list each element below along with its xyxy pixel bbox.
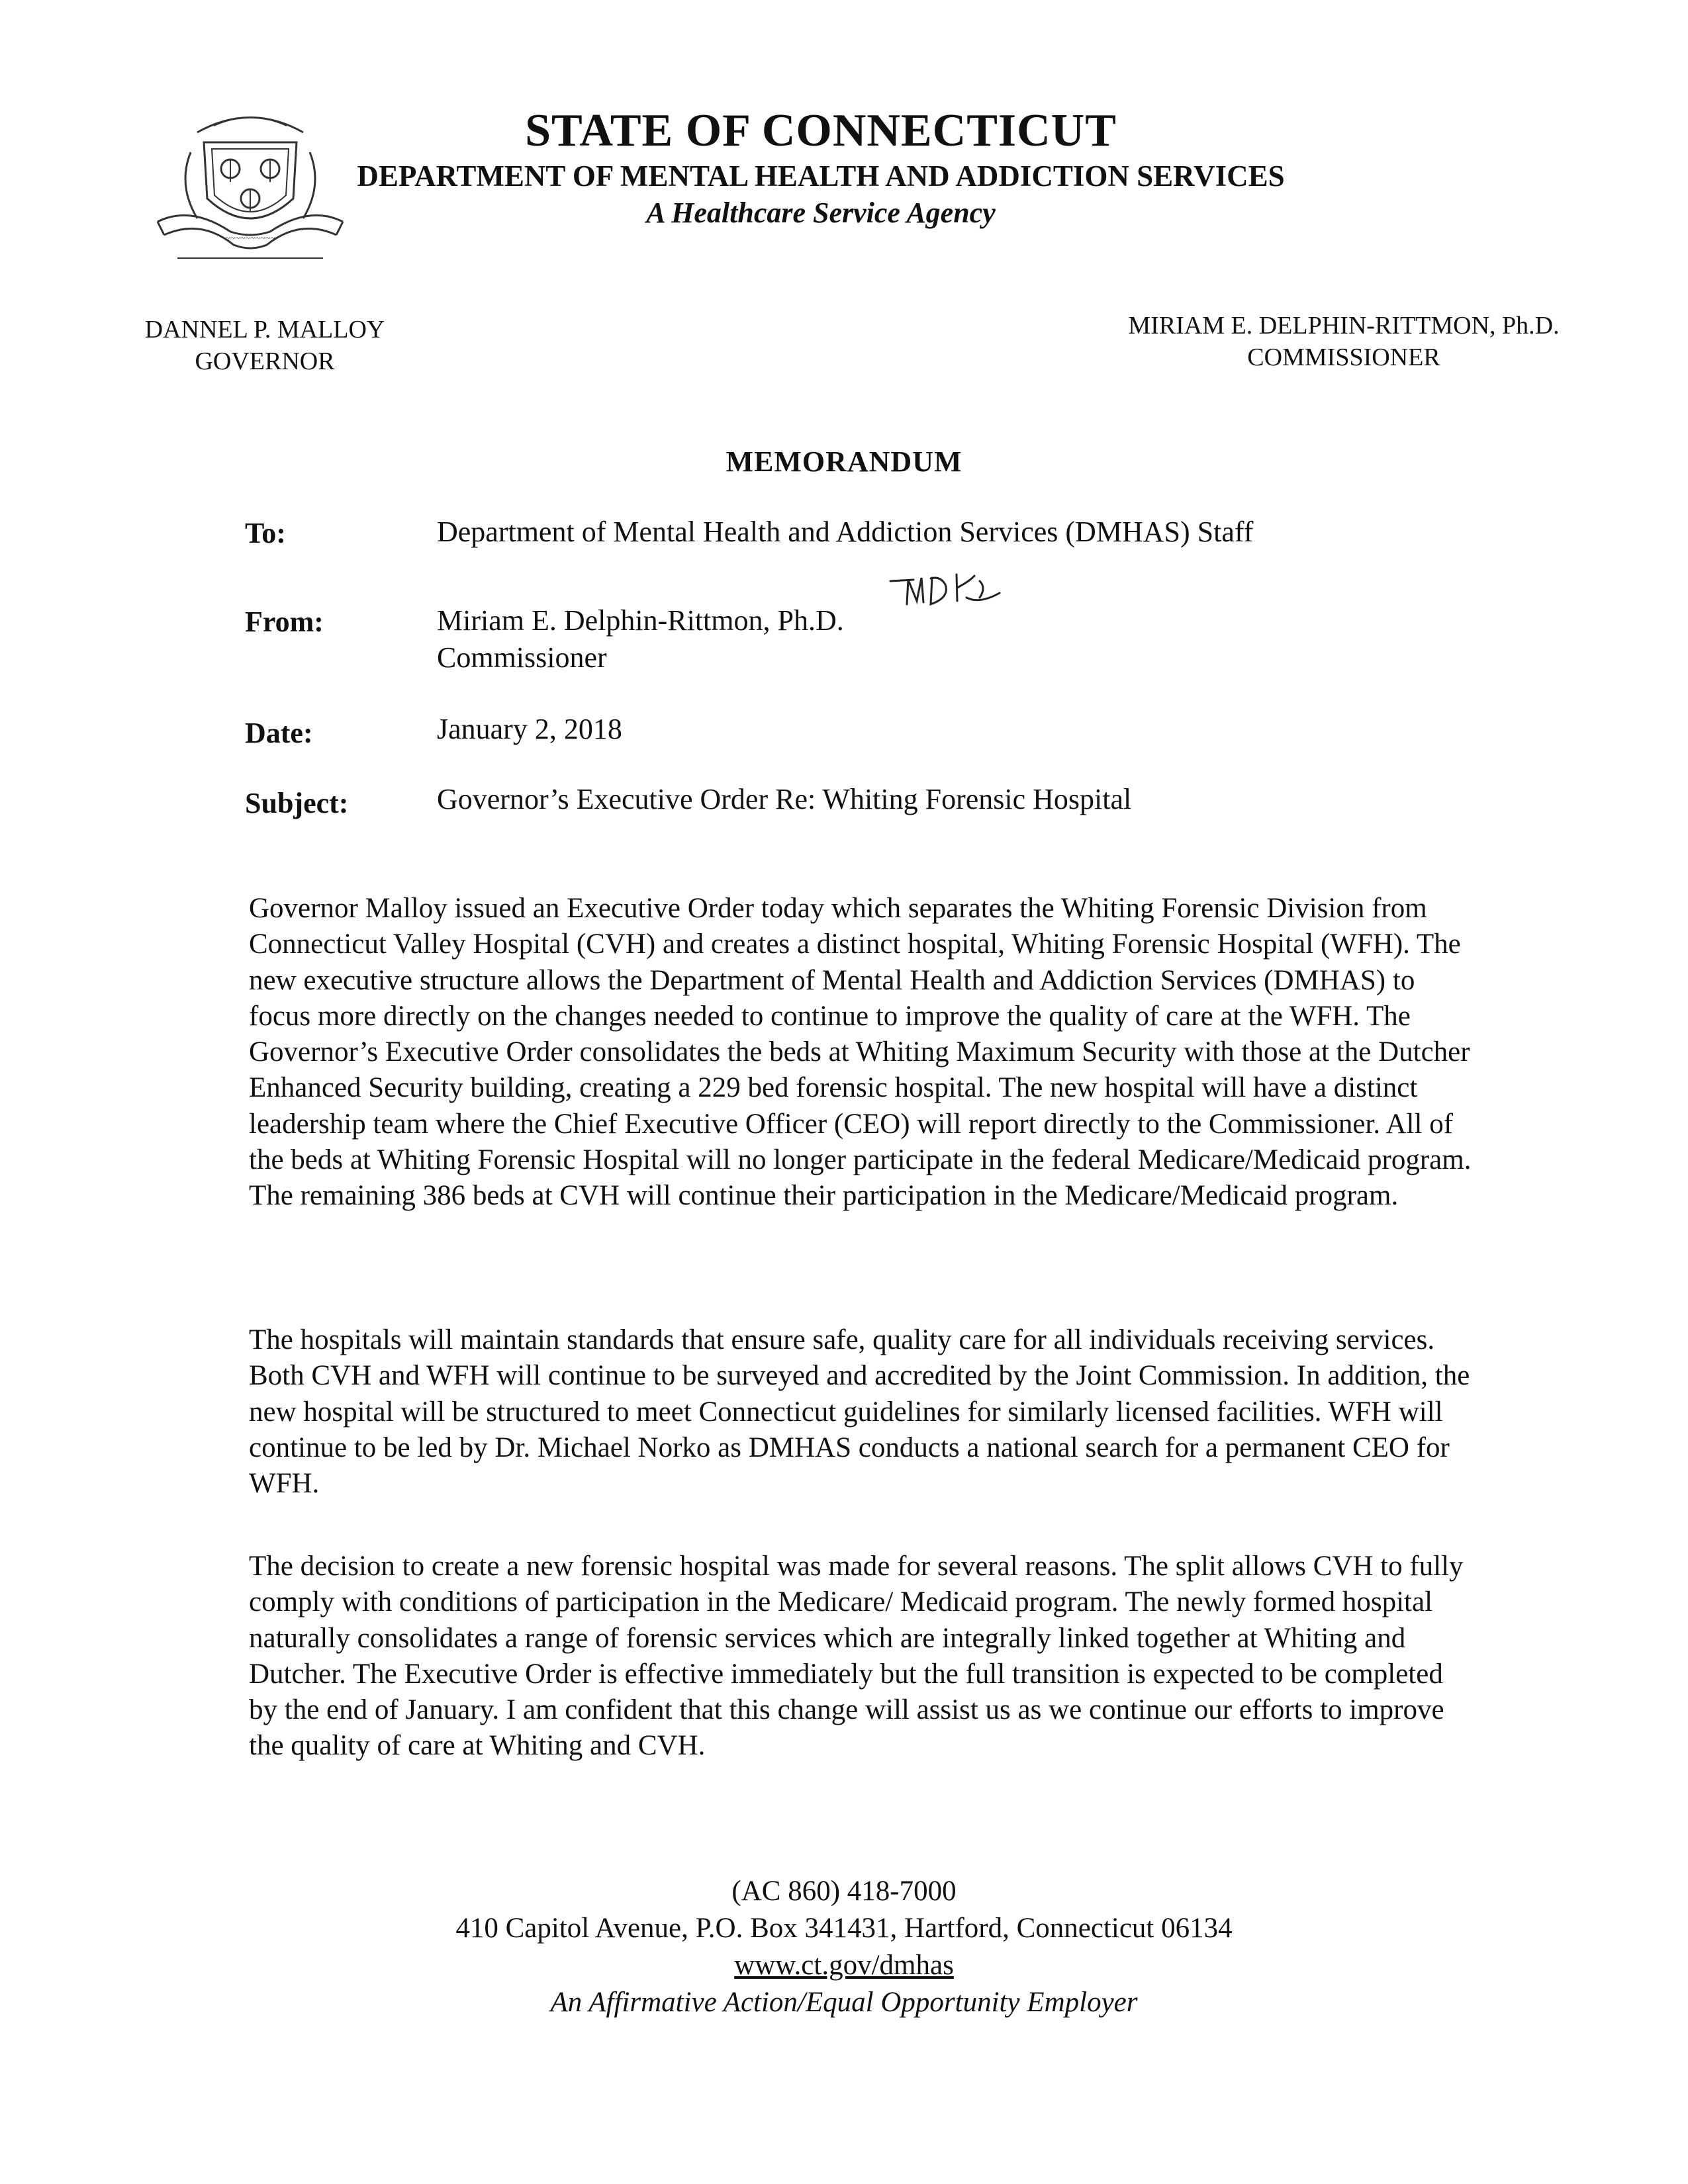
footer [0,1873,1688,2021]
commissioner-title: COMMISSIONER [1247,343,1440,371]
from-value [437,602,844,676]
to-label: To: [245,517,286,549]
commissioner-block [1079,310,1609,373]
agency-tagline: A Healthcare Service Agency [646,197,996,229]
commissioner-name: MIRIAM E. DELPHIN-RITTMON, Ph.D. [1128,312,1560,340]
department-title: DEPARTMENT OF MENTAL HEALTH AND ADDICTION SERVICES [357,159,1285,193]
from-label: From: [245,606,324,638]
memo-heading: MEMORANDUM [726,445,962,478]
footer-website-link[interactable]: www.ct.gov/dmhas [734,1950,954,1981]
svg-text:~~~~~~~~~~: ~~~~~~~~~~ [225,234,275,244]
letterhead [0,105,1688,232]
subject-label: Subject: [245,787,349,819]
to-value: Department of Mental Health and Addiction Services (DMHAS) Staff [437,516,1254,548]
from-title: Commissioner [437,641,607,674]
signature-initials [887,568,1006,634]
subject-value: Governor’s Executive Order Re: Whiting Forensic Hospital [437,783,1132,815]
date-label: Date: [245,717,313,749]
state-title: STATE OF CONNECTICUT [525,105,1117,156]
body-paragraph-3: The decision to create a new forensic hospital was made for several reasons. The split allows CVH to fully comply with conditions of participation in the Medicare/ Medicaid program. The newly formed hospital naturally consolidates a range of forensic services which are integrally linked together at Whiting and Dutcher. The Executive Order is effective immediately but the full transition is expected to be completed by the end of January. I am confident that this change will assist us as we continue our efforts to improve the quality of care at Whiting and CVH. [249,1551,1464,1762]
date-value: January 2, 2018 [437,713,622,745]
governor-name: DANNEL P. MALLOY [144,316,385,343]
body-paragraph-1: Governor Malloy issued an Executive Order today which separates the Whiting Forensic Division from Connecticut Valley Hospital (CVH) and creates a distinct hospital, Whiting Forensic Hospital (WFH). The new executive structure allows the Department of Mental Health and Addiction Services (DMHAS) to focus more directly on the changes needed to continue to improve the quality of care at the WFH. The Governor’s Executive Order consolidates the beds at Whiting Maximum Security with those at the Dutcher Enhanced Security building, creating a 229 bed forensic hospital. The new hospital will have a distinct leadership team where the Chief Executive Officer (CEO) will report directly to the Commissioner. All of the beds at Whiting Forensic Hospital will no longer participate in the federal Medicare/Medicaid program. The remaining 386 beds at CVH will continue their participation in the Medicare/Medicaid program. [249,893,1472,1212]
footer-phone: (AC 860) 418-7000 [731,1876,957,1907]
footer-address: 410 Capitol Avenue, P.O. Box 341431, Hartford, Connecticut 06134 [455,1913,1233,1944]
governor-title: GOVERNOR [195,347,335,375]
footer-eeo: An Affirmative Action/Equal Opportunity Employer [550,1987,1138,2018]
governor-block [126,314,404,377]
body-paragraph-2: The hospitals will maintain standards that ensure safe, quality care for all individuals receiving services. Both CVH and WFH will continue to be surveyed and accredited by the Joint Commission. In addition, the new hospital will be structured to meet Connecticut guidelines for similarly licensed facilities. WFH will continue to be led by Dr. Michael Norko as DMHAS conducts a national search for a permanent CEO for WFH. [249,1324,1470,1500]
from-name: Miriam E. Delphin-Rittmon, Ph.D. [437,604,844,637]
